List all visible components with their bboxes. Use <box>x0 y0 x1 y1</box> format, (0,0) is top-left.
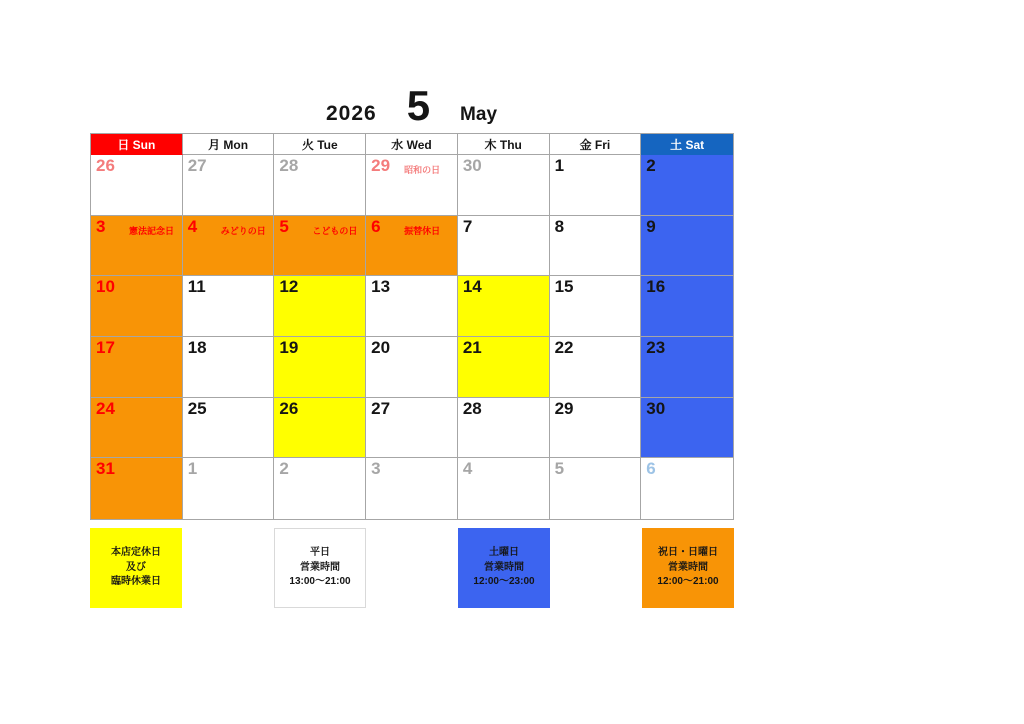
date-number: 26 <box>96 156 115 175</box>
date-number: 6 <box>646 459 656 479</box>
date-number: 18 <box>187 338 207 358</box>
date-cell <box>183 337 275 398</box>
legend-line: 12:00～21:00 <box>657 576 719 588</box>
date-number: 10 <box>96 277 115 297</box>
date-number: 1 <box>187 459 198 479</box>
holiday-label: みどりの日 <box>220 225 266 236</box>
weekday-header-3: 水 Wed <box>366 134 458 155</box>
weekday-header-5: 金 Fri <box>550 134 642 155</box>
legend-line: 営業時間 <box>484 561 524 573</box>
date-number: 23 <box>646 338 666 358</box>
date-cell <box>641 398 733 459</box>
date-number: 5 <box>279 216 289 236</box>
date-cell <box>641 155 733 216</box>
date-cell <box>91 216 183 277</box>
legend-line: 平日 <box>310 547 330 559</box>
date-number: 15 <box>554 277 574 297</box>
weekday-header-sun: 日 Sun <box>91 134 183 155</box>
legend-line: 及び <box>126 561 146 573</box>
date-cell <box>641 337 733 398</box>
week-row-2 <box>91 216 733 277</box>
date-number: 3 <box>371 459 381 479</box>
date-number: 11 <box>187 277 206 297</box>
date-cell <box>458 458 550 519</box>
date-number: 9 <box>646 216 656 236</box>
legend-box-white <box>274 528 366 608</box>
legend-line: 13:00～21:00 <box>289 576 351 588</box>
weekday-header-1: 月 Mon <box>183 134 275 155</box>
week-row-1 <box>91 155 733 216</box>
date-cell <box>183 216 275 277</box>
date-cell <box>550 398 642 459</box>
date-number: 2 <box>279 459 289 479</box>
date-cell <box>183 155 275 216</box>
date-cell <box>550 216 642 277</box>
weekday-header-2: 火 Tue <box>274 134 366 155</box>
date-cell <box>91 458 183 519</box>
date-cell <box>91 276 183 337</box>
week-row-4 <box>91 337 733 398</box>
date-number: 20 <box>371 338 391 358</box>
legend-line: 12:00～23:00 <box>473 576 535 588</box>
date-cell <box>366 458 458 519</box>
date-number: 17 <box>96 338 115 358</box>
week-row-5 <box>91 398 733 459</box>
date-number: 25 <box>187 398 207 418</box>
date-cell <box>366 155 458 216</box>
legend-row <box>90 528 734 608</box>
date-number: 5 <box>554 459 565 479</box>
legend-line: 営業時間 <box>668 561 708 573</box>
date-number: 26 <box>279 398 299 418</box>
date-number: 24 <box>96 398 115 418</box>
date-cell <box>274 155 366 216</box>
holiday-label: 憲法記念日 <box>129 225 175 236</box>
date-cell <box>458 155 550 216</box>
date-number: 27 <box>371 398 391 418</box>
date-number: 29 <box>371 156 391 175</box>
date-number: 1 <box>554 156 565 175</box>
date-cell <box>183 398 275 459</box>
legend-line: 祝日・日曜日 <box>658 547 718 559</box>
date-cell <box>458 398 550 459</box>
date-cell <box>366 337 458 398</box>
calendar-grid <box>90 133 734 520</box>
date-cell <box>274 398 366 459</box>
date-number: 30 <box>462 156 482 175</box>
date-cell <box>641 276 733 337</box>
date-cell <box>458 216 550 277</box>
date-cell <box>91 155 183 216</box>
weekday-header-row <box>91 134 733 155</box>
holiday-label: こどもの日 <box>312 225 358 236</box>
date-cell <box>274 276 366 337</box>
date-cell <box>183 458 275 519</box>
weeks-container <box>91 155 733 519</box>
weekday-header-4: 木 Thu <box>458 134 550 155</box>
title-month-number: 5 <box>406 82 431 129</box>
date-number: 19 <box>279 338 299 358</box>
legend-line: 臨時休業日 <box>111 576 161 588</box>
legend-box-orange <box>642 528 734 608</box>
date-cell <box>274 337 366 398</box>
legend-box-blue <box>458 528 550 608</box>
date-number: 31 <box>96 459 115 479</box>
date-cell <box>550 276 642 337</box>
date-cell <box>641 458 733 519</box>
date-cell <box>458 276 550 337</box>
date-cell <box>550 155 642 216</box>
date-number: 28 <box>279 156 299 175</box>
legend-line: 土曜日 <box>489 547 519 559</box>
date-number: 7 <box>462 216 473 236</box>
date-number: 14 <box>462 277 482 297</box>
date-number: 4 <box>462 459 473 479</box>
date-number: 3 <box>96 216 106 236</box>
legend-line: 本店定休日 <box>111 547 161 559</box>
date-cell <box>458 337 550 398</box>
date-number: 16 <box>646 277 666 297</box>
date-number: 2 <box>646 156 656 175</box>
weekday-header-sat: 土 Sat <box>641 134 733 155</box>
date-cell <box>366 276 458 337</box>
date-number: 27 <box>187 156 207 175</box>
title-year: 2026 <box>325 102 377 125</box>
date-number: 30 <box>646 398 666 418</box>
holiday-label: 振替休日 <box>404 225 441 236</box>
date-number: 13 <box>371 277 391 297</box>
title-month-name: May <box>460 104 498 125</box>
date-cell <box>183 276 275 337</box>
legend-box-yellow <box>90 528 182 608</box>
date-cell <box>641 216 733 277</box>
date-number: 4 <box>187 216 198 236</box>
calendar-title <box>90 82 733 130</box>
date-number: 29 <box>554 398 574 418</box>
date-cell <box>91 398 183 459</box>
week-row-3 <box>91 276 733 337</box>
date-cell <box>366 216 458 277</box>
holiday-label: 昭和の日 <box>404 165 441 175</box>
date-number: 6 <box>371 216 381 236</box>
date-cell <box>366 398 458 459</box>
date-number: 8 <box>554 216 565 236</box>
date-cell <box>550 458 642 519</box>
date-cell <box>274 458 366 519</box>
week-row-6 <box>91 458 733 519</box>
date-number: 28 <box>462 398 482 418</box>
date-number: 21 <box>462 338 482 358</box>
date-cell <box>550 337 642 398</box>
date-cell <box>274 216 366 277</box>
legend-line: 営業時間 <box>300 561 340 573</box>
date-number: 12 <box>279 277 299 297</box>
date-number: 22 <box>554 338 574 358</box>
date-cell <box>91 337 183 398</box>
